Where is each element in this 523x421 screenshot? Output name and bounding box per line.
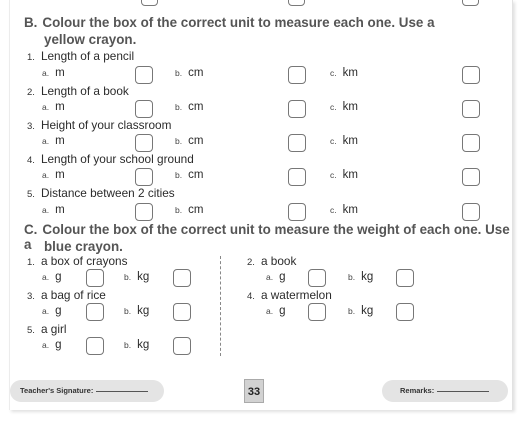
question-c3	[27, 288, 106, 302]
unit-text: cm	[188, 169, 204, 181]
option-label	[330, 67, 358, 79]
checkbox-partial	[288, 0, 305, 6]
checkbox[interactable]	[462, 134, 480, 152]
option-label	[42, 271, 62, 283]
checkbox[interactable]	[135, 100, 153, 118]
question-c4	[247, 288, 332, 302]
option-label	[175, 135, 203, 147]
option-label	[42, 169, 65, 181]
question-number: 4.	[27, 155, 35, 166]
question-text: a box of crayons	[40, 254, 128, 268]
option-label	[42, 135, 65, 147]
question-number: 1.	[27, 257, 35, 268]
signature-line	[96, 391, 148, 392]
question-text: a girl	[40, 322, 67, 336]
checkbox[interactable]	[462, 100, 480, 118]
option-label	[330, 204, 358, 216]
teacher-signature-label: Teacher's Signature:	[20, 386, 94, 395]
option-letter: a.	[42, 306, 50, 316]
option-label	[42, 305, 62, 317]
unit-text: cm	[188, 204, 204, 216]
unit-text: g	[279, 305, 286, 317]
checkbox[interactable]	[173, 303, 191, 321]
checkbox-partial	[141, 0, 158, 6]
option-label	[42, 339, 62, 351]
question-text: a book	[260, 254, 297, 268]
section-letter: C.	[24, 222, 38, 237]
option-letter: b.	[348, 272, 356, 282]
option-letter: a.	[42, 205, 50, 215]
option-label	[266, 305, 286, 317]
question-b2	[27, 84, 129, 98]
section-c-heading-line2: blue crayon.	[44, 239, 123, 254]
checkbox-partial	[462, 0, 479, 6]
unit-text: cm	[188, 101, 204, 113]
option-letter: b.	[175, 170, 183, 180]
question-number: 1.	[27, 52, 35, 63]
option-letter: c.	[330, 102, 337, 112]
checkbox[interactable]	[135, 168, 153, 186]
checkbox[interactable]	[288, 100, 306, 118]
option-label	[175, 67, 203, 79]
teacher-signature-field	[10, 380, 164, 402]
option-label	[348, 271, 373, 283]
option-letter: a.	[266, 272, 274, 282]
section-b-heading-line1: Colour the box of the correct unit to measure each one. Use a	[42, 15, 435, 30]
remarks-field	[382, 380, 508, 402]
option-label	[124, 271, 149, 283]
option-label	[42, 204, 65, 216]
checkbox[interactable]	[288, 203, 306, 221]
unit-text: km	[342, 169, 358, 181]
checkbox[interactable]	[135, 203, 153, 221]
checkbox[interactable]	[308, 269, 326, 287]
worksheet-page	[9, 0, 513, 410]
unit-text: km	[342, 101, 358, 113]
unit-text: m	[55, 101, 65, 113]
unit-text: cm	[188, 67, 204, 79]
unit-text: m	[55, 67, 65, 79]
page-footer	[10, 375, 514, 410]
unit-text: km	[342, 135, 358, 147]
option-letter: a.	[42, 102, 50, 112]
question-text: a bag of rice	[40, 288, 106, 302]
option-label	[348, 305, 373, 317]
checkbox[interactable]	[396, 303, 414, 321]
question-text: Length of your school ground	[40, 152, 194, 166]
option-label	[124, 305, 149, 317]
checkbox[interactable]	[135, 134, 153, 152]
option-letter: c.	[330, 136, 337, 146]
question-number: 2.	[27, 87, 35, 98]
unit-text: g	[55, 271, 62, 283]
checkbox[interactable]	[462, 168, 480, 186]
option-letter: b.	[175, 136, 183, 146]
unit-text: g	[279, 271, 286, 283]
unit-text: cm	[188, 135, 204, 147]
checkbox[interactable]	[288, 66, 306, 84]
unit-text: g	[55, 305, 62, 317]
checkbox[interactable]	[288, 168, 306, 186]
question-number: 5.	[27, 189, 35, 200]
option-letter: a.	[266, 306, 274, 316]
option-letter: b.	[348, 306, 356, 316]
unit-text: g	[55, 339, 62, 351]
option-letter: c.	[330, 170, 337, 180]
question-text: Length of a pencil	[40, 49, 135, 63]
unit-text: kg	[137, 339, 150, 351]
option-label	[175, 169, 203, 181]
question-b4	[27, 152, 194, 166]
option-label	[175, 204, 203, 216]
option-label	[330, 135, 358, 147]
option-letter: a.	[42, 340, 50, 350]
column-divider	[220, 256, 221, 356]
checkbox[interactable]	[173, 269, 191, 287]
unit-text: m	[55, 135, 65, 147]
option-label	[42, 67, 65, 79]
option-letter: b.	[175, 205, 183, 215]
option-label	[42, 101, 65, 113]
option-letter: b.	[124, 306, 132, 316]
question-text: Length of a book	[40, 84, 129, 98]
section-c-heading-line1: Colour the box of the correct unit to measure the weight of each one. Use a	[24, 222, 510, 252]
checkbox[interactable]	[86, 337, 104, 355]
option-letter: b.	[124, 340, 132, 350]
unit-text: km	[342, 204, 358, 216]
unit-text: kg	[361, 305, 374, 317]
option-label	[330, 169, 358, 181]
checkbox[interactable]	[462, 66, 480, 84]
question-b5	[27, 186, 175, 200]
question-b1	[27, 49, 134, 63]
option-label	[330, 101, 358, 113]
option-letter: a.	[42, 68, 50, 78]
option-letter: b.	[124, 272, 132, 282]
checkbox[interactable]	[462, 203, 480, 221]
remarks-line	[437, 391, 489, 392]
question-c5	[27, 322, 67, 336]
question-number: 4.	[247, 291, 255, 302]
option-label	[175, 101, 203, 113]
question-number: 3.	[27, 291, 35, 302]
question-b3	[27, 118, 171, 132]
checkbox[interactable]	[135, 66, 153, 84]
unit-text: km	[342, 67, 358, 79]
section-b-heading	[24, 15, 435, 30]
checkbox[interactable]	[86, 303, 104, 321]
question-number: 2.	[247, 257, 255, 268]
remarks-label: Remarks:	[400, 386, 435, 395]
question-c2	[247, 254, 296, 268]
option-letter: c.	[330, 68, 337, 78]
question-text: a watermelon	[260, 288, 332, 302]
unit-text: kg	[361, 271, 374, 283]
unit-text: m	[55, 169, 65, 181]
question-number: 5.	[27, 325, 35, 336]
checkbox[interactable]	[308, 303, 326, 321]
checkbox[interactable]	[396, 269, 414, 287]
section-b-heading-line2: yellow crayon.	[44, 32, 137, 47]
page-number: 33	[244, 379, 264, 403]
option-label	[124, 339, 149, 351]
option-letter: c.	[330, 205, 337, 215]
option-letter: a.	[42, 272, 50, 282]
section-letter: B.	[24, 15, 38, 30]
checkbox[interactable]	[288, 134, 306, 152]
question-text: Height of your classroom	[40, 118, 172, 132]
option-letter: b.	[175, 68, 183, 78]
unit-text: kg	[137, 305, 150, 317]
option-label	[266, 271, 286, 283]
unit-text: kg	[137, 271, 150, 283]
checkbox[interactable]	[86, 269, 104, 287]
option-letter: a.	[42, 170, 50, 180]
option-letter: a.	[42, 136, 50, 146]
question-number: 3.	[27, 121, 35, 132]
unit-text: m	[55, 204, 65, 216]
question-text: Distance between 2 cities	[40, 186, 175, 200]
option-letter: b.	[175, 102, 183, 112]
question-c1	[27, 254, 128, 268]
checkbox[interactable]	[173, 337, 191, 355]
